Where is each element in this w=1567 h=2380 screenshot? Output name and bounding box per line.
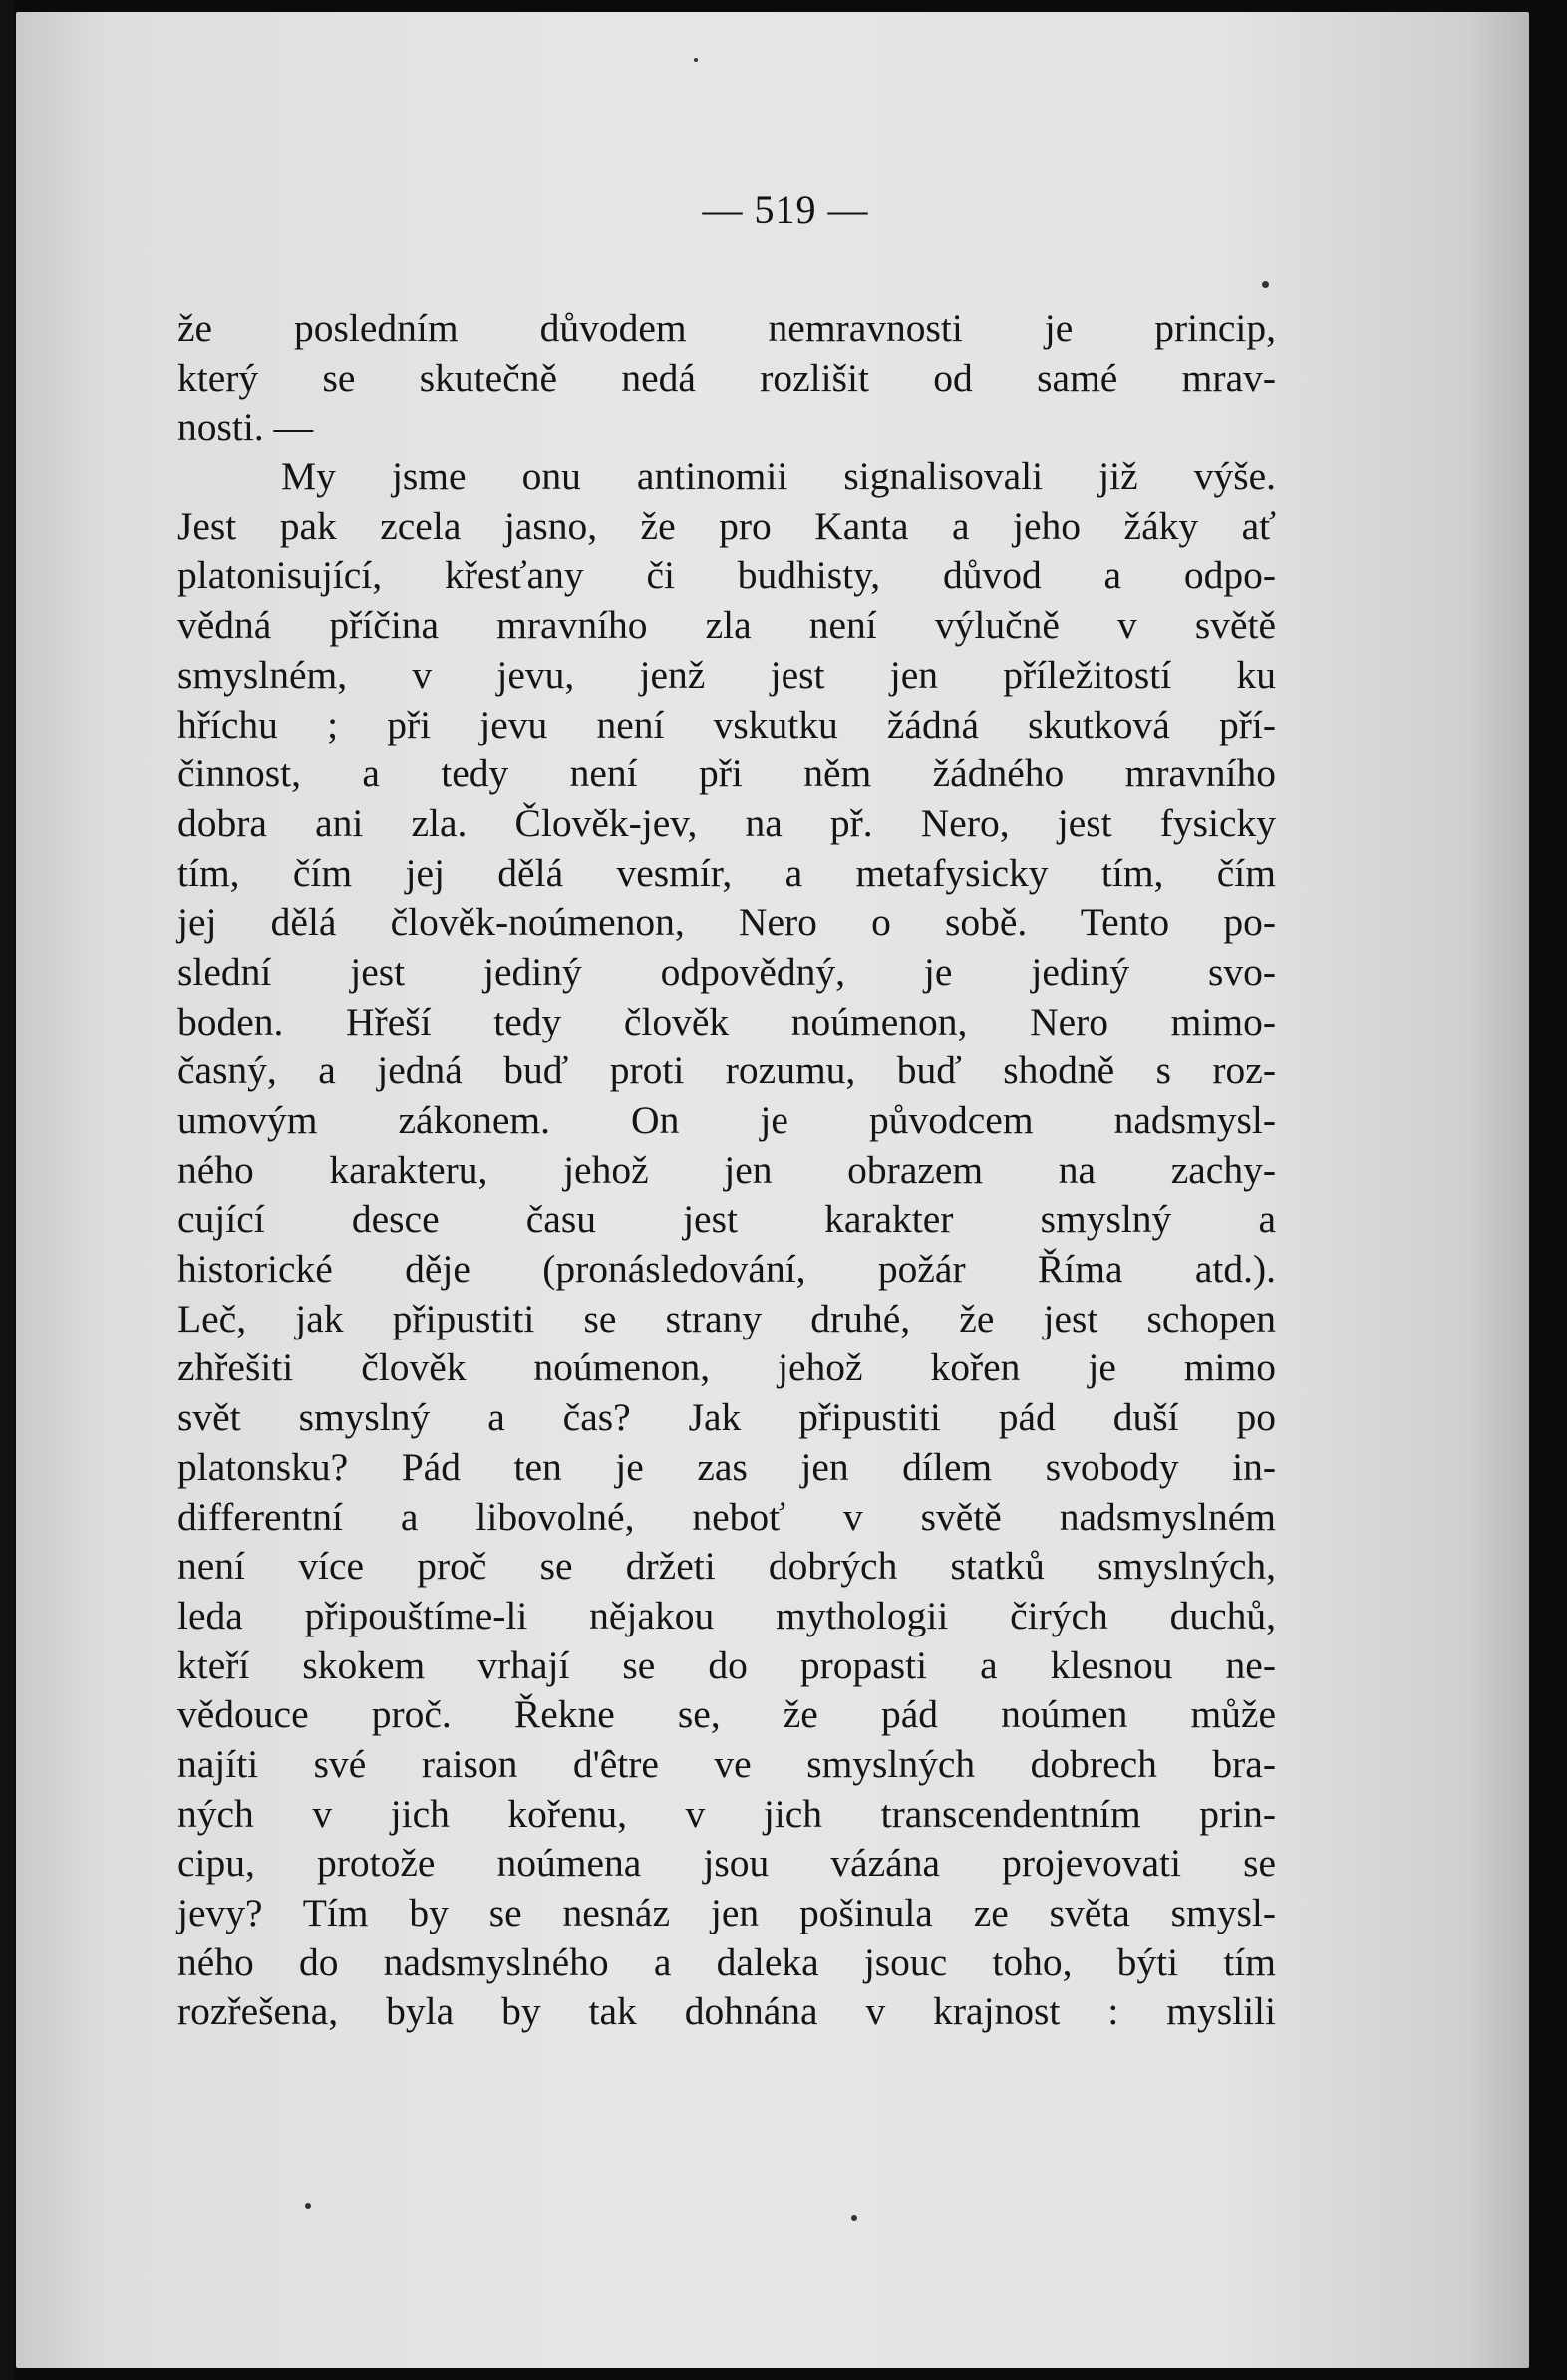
text-line: ného karakteru, jehož jen obrazem na zachy- [177,1147,1276,1192]
text-line: My jsme onu antinomii signalisovali již výše. [281,454,1276,499]
text-line: differentní a libovolné, neboť v světě nadsmyslném [177,1494,1276,1539]
scan-speck [694,58,698,62]
text-line: který se skutečně nedá rozlišit od samé mrav- [177,355,1276,400]
text-line: platonsku? Pád ten je zas jen dílem svobody in- [177,1444,1276,1489]
page-edge-left [0,0,14,2380]
text-line: cující desce času jest karakter smyslný a [177,1197,1276,1242]
text-line: časný, a jedná buď proti rozumu, buď shodně s roz- [177,1048,1276,1093]
text-line: jej dělá člověk-noúmenon, Nero o sobě. Tento po- [177,900,1276,945]
text-line: smyslném, v jevu, jenž jest jen příležitostí ku [177,652,1276,697]
text-line: historické děje (pronásledování, požár Říma atd.). [177,1247,1276,1292]
text-line: zhřešiti člověk noúmenon, jehož kořen je mimo [177,1345,1276,1390]
text-line: platonisující, křesťany či budhisty, důvod a odpo- [177,553,1276,598]
book-page [16,12,1529,2368]
text-line: ných v jich kořenu, v jich transcendentním prin- [177,1791,1276,1836]
text-line: leda připouštíme-li nějakou mythologii čirých duchů, [177,1593,1276,1637]
page-number: — 519 — [702,187,869,232]
text-line: nosti. — [177,405,314,449]
text-line: Leč, jak připustiti se strany druhé, že jest schopen [177,1296,1276,1340]
text-line: není více proč se držeti dobrých statků smyslných, [177,1544,1276,1589]
text-line: hříchu ; při jevu není vskutku žádná skutková pří- [177,702,1276,746]
text-line: že posledním důvodem nemravnosti je princip, [177,306,1276,350]
body-text [177,304,1276,2037]
text-line: dobra ani zla. Člověk-jev, na př. Nero, jest fysicky [177,800,1276,845]
text-line: svět smyslný a čas? Jak připustiti pád duší po [177,1395,1276,1440]
text-line: slední jest jediný odpovědný, je jediný svo- [177,949,1276,994]
text-line: ného do nadsmyslného a daleka jsouc toho, býti tím [177,1939,1276,1984]
scan-speck [851,2215,857,2221]
text-line: kteří skokem vrhají se do propasti a klesnou ne- [177,1642,1276,1687]
scan-speck [305,2203,311,2209]
text-line: boden. Hřeší tedy člověk noúmenon, Nero mimo- [177,999,1276,1043]
text-line: rozřešena, byla by tak dohnána v krajnost : myslili [177,1989,1276,2034]
text-line: cipu, protože noúmena jsou vázána projevovati se [177,1841,1276,1886]
text-line: činnost, a tedy není při něm žádného mravního [177,751,1276,796]
text-line: Jest pak zcela jasno, že pro Kanta a jeho žáky ať [177,503,1276,548]
text-line: jevy? Tím by se nesnáz jen pošinula ze světa smysl- [177,1891,1276,1934]
text-line: tím, čím jej dělá vesmír, a metafysicky tím, čím [177,850,1276,895]
scan-speck [1262,281,1269,288]
text-line: vědná příčina mravního zla není výlučně v světě [177,603,1276,648]
text-line: najíti své raison d'être ve smyslných dobrech bra- [177,1741,1276,1786]
text-line: vědouce proč. Řekne se, že pád noúmen může [177,1692,1276,1737]
text-line: umovým zákonem. On je původcem nadsmysl- [177,1098,1276,1142]
